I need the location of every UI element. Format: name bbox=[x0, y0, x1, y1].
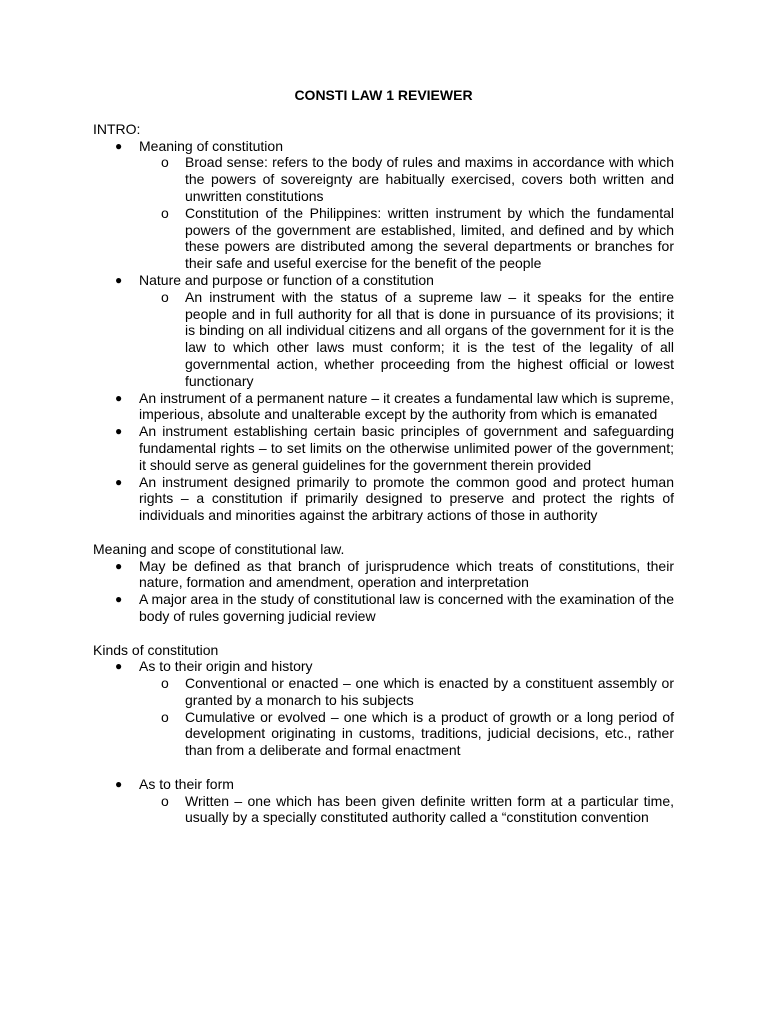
sub-list-item bbox=[161, 675, 674, 709]
bullet-icon: ● bbox=[115, 776, 123, 791]
bullet-icon: ● bbox=[115, 138, 123, 153]
section-constitutional-law bbox=[93, 541, 674, 625]
bullet-list bbox=[93, 658, 674, 759]
list-item-text: Meaning of constitution bbox=[139, 137, 283, 154]
list-item-text: A major area in the study of constitutional law is concerned with the examination of the body of rules governing judicial review bbox=[139, 591, 674, 624]
circle-bullet-icon: o bbox=[161, 708, 169, 725]
list-item bbox=[115, 775, 674, 826]
circle-bullet-icon: o bbox=[161, 154, 169, 171]
circle-bullet-icon: o bbox=[161, 288, 169, 305]
list-item bbox=[115, 137, 674, 272]
list-item-text: Nature and purpose or function of a constitution bbox=[139, 271, 434, 288]
list-item bbox=[115, 591, 674, 625]
bullet-icon: ● bbox=[115, 474, 123, 489]
bullet-icon: ● bbox=[115, 558, 123, 573]
sub-list-item-text: Cumulative or evolved – one which is a product of growth or a long period of development originating in customs, traditions, judicial decisions, etc., rather than from a deliberate and formal enactment bbox=[185, 708, 674, 759]
list-item-text: As to their form bbox=[139, 775, 234, 792]
list-item bbox=[115, 271, 674, 390]
sub-list bbox=[139, 154, 674, 272]
section-kinds-of-constitution bbox=[93, 642, 674, 827]
sub-list-item-text: Broad sense: refers to the body of rules and maxims in accordance with which the powers of sovereignty are habitually exercised, covers both written and unwritten constitutions bbox=[185, 154, 674, 204]
blank-line bbox=[93, 759, 674, 776]
blank-line bbox=[93, 625, 674, 642]
list-item bbox=[115, 423, 674, 473]
bullet-list bbox=[93, 776, 674, 826]
sub-list bbox=[139, 793, 674, 827]
bullet-list bbox=[93, 138, 674, 524]
blank-line bbox=[93, 524, 674, 541]
section-intro bbox=[93, 121, 674, 524]
list-item-text: May be defined as that branch of jurisprudence which treats of constitutions, their nature, formation and amendment, operation and interpretation bbox=[139, 557, 674, 591]
sub-list-item-text: An instrument with the status of a supreme law – it speaks for the entire people and in full authority for all that is done in pursuance of its provisions; it is binding on all individual citizens and all organs of the government for it is the law to which other laws must conform; it is the test of the legality of all governmental action, whether proceeding from the highest official or lowest functionary bbox=[185, 288, 674, 389]
list-item bbox=[115, 557, 674, 592]
list-item-text: An instrument designed primarily to promote the common good and protect human rights – a constitution if primarily designed to preserve and protect the rights of individuals and minorities against the arbitrary actions of those in authority bbox=[139, 473, 674, 524]
sub-list-item bbox=[161, 708, 674, 759]
bullet-icon: ● bbox=[115, 272, 123, 287]
circle-bullet-icon: o bbox=[161, 204, 169, 221]
bullet-list bbox=[93, 558, 674, 625]
bullet-icon: ● bbox=[115, 390, 123, 405]
document-title: CONSTI LAW 1 REVIEWER bbox=[294, 87, 473, 103]
section-heading: Kinds of constitution bbox=[93, 641, 219, 658]
sub-list bbox=[139, 675, 674, 759]
sub-list-item bbox=[161, 204, 674, 272]
sub-list-item-text: Conventional or enacted – one which is enacted by a constituent assembly or granted by a monarch to his subjects bbox=[185, 675, 674, 708]
bullet-icon: ● bbox=[115, 424, 123, 439]
sub-list-item bbox=[161, 154, 674, 204]
sub-list-item-text: Written – one which has been given definite written form at a particular time, usually by a specially constituted authority called a “constitution convention bbox=[185, 792, 674, 826]
list-item bbox=[115, 658, 674, 759]
list-item-text: An instrument of a permanent nature – it creates a fundamental law which is supreme, imperious, absolute and unalterable except by the authority from which is emanated bbox=[139, 389, 674, 423]
section-heading: INTRO: bbox=[93, 120, 141, 137]
bullet-icon: ● bbox=[115, 659, 123, 674]
list-item-text: As to their origin and history bbox=[139, 658, 313, 675]
circle-bullet-icon: o bbox=[161, 675, 169, 692]
list-item-text: An instrument establishing certain basic principles of government and safeguarding fundamental rights – to set limits on the otherwise unlimited power of the government; it should serve as general guidelines for the government therein provided bbox=[139, 423, 674, 473]
sub-list-item bbox=[161, 792, 674, 827]
section-heading: Meaning and scope of constitutional law. bbox=[93, 540, 345, 557]
bullet-icon: ● bbox=[115, 592, 123, 607]
sub-list-item bbox=[161, 288, 674, 390]
sub-list bbox=[139, 289, 674, 390]
list-item bbox=[115, 473, 674, 524]
sub-list-item-text: Constitution of the Philippines: written instrument by which the fundamental powers of the government are established, limited, and defined and by which these powers are distributed among the several departments or branches for their safe and useful exercise for the benefit of the people bbox=[185, 204, 674, 272]
list-item bbox=[115, 389, 674, 424]
circle-bullet-icon: o bbox=[161, 792, 169, 809]
